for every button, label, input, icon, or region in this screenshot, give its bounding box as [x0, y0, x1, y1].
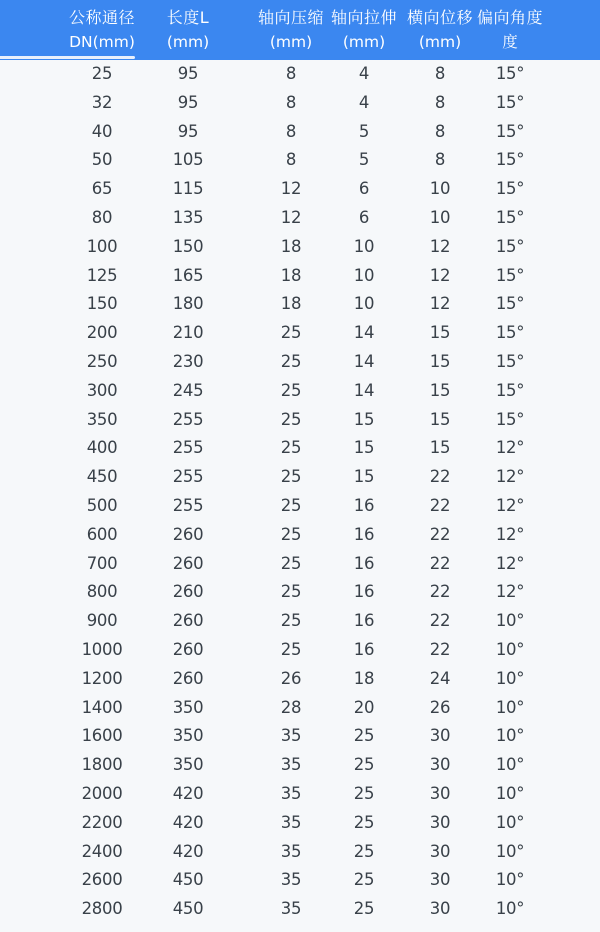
cell-length: 255 — [172, 438, 204, 458]
cell-dn: 40 — [91, 121, 113, 141]
cell-tension: 16 — [353, 524, 375, 544]
cell-compression: 25 — [280, 467, 302, 487]
table-row — [0, 290, 600, 319]
cell-lateral: 26 — [429, 697, 451, 717]
cell-angle: 10° — [495, 726, 525, 746]
table-row — [0, 377, 600, 406]
cell-length: 350 — [172, 726, 204, 746]
cell-dn: 200 — [86, 323, 118, 343]
cell-angle: 12° — [495, 582, 525, 602]
cell-tension: 16 — [353, 611, 375, 631]
cell-length: 420 — [172, 783, 204, 803]
table-row — [0, 694, 600, 723]
cell-length: 260 — [172, 582, 204, 602]
cell-lateral: 10 — [429, 207, 451, 227]
column-header-length — [167, 0, 209, 50]
table-row — [0, 348, 600, 377]
cell-lateral: 8 — [434, 150, 446, 170]
cell-lateral: 30 — [429, 870, 451, 890]
cell-tension: 14 — [353, 323, 375, 343]
cell-angle: 10° — [495, 812, 525, 832]
cell-tension: 6 — [358, 179, 370, 199]
cell-angle: 10° — [495, 783, 525, 803]
column-header-angle — [477, 0, 543, 50]
cell-dn: 2400 — [81, 841, 123, 861]
cell-dn: 400 — [86, 438, 118, 458]
cell-length: 150 — [172, 236, 204, 256]
cell-dn: 250 — [86, 351, 118, 371]
column-header-line1: 公称通径 — [68, 8, 136, 27]
cell-compression: 18 — [280, 265, 302, 285]
cell-length: 230 — [172, 351, 204, 371]
cell-compression: 28 — [280, 697, 302, 717]
cell-tension: 16 — [353, 495, 375, 515]
cell-lateral: 15 — [429, 438, 451, 458]
cell-length: 115 — [172, 179, 204, 199]
cell-dn: 450 — [86, 467, 118, 487]
cell-angle: 10° — [495, 841, 525, 861]
table-row — [0, 751, 600, 780]
cell-tension: 25 — [353, 870, 375, 890]
cell-angle: 12° — [495, 495, 525, 515]
table-row — [0, 550, 600, 579]
cell-tension: 18 — [353, 668, 375, 688]
cell-length: 260 — [172, 639, 204, 659]
table-row — [0, 607, 600, 636]
cell-tension: 15 — [353, 438, 375, 458]
horizontal-scrollbar-thumb[interactable] — [0, 56, 135, 59]
cell-angle: 15° — [495, 92, 525, 112]
table-body[interactable] — [0, 60, 600, 932]
table-row — [0, 866, 600, 895]
cell-dn: 80 — [91, 207, 113, 227]
cell-angle: 15° — [495, 121, 525, 141]
table-row — [0, 636, 600, 665]
cell-dn: 1400 — [81, 697, 123, 717]
cell-compression: 35 — [280, 899, 302, 919]
table-row — [0, 809, 600, 838]
cell-length: 135 — [172, 207, 204, 227]
cell-lateral: 8 — [434, 92, 446, 112]
cell-length: 105 — [172, 150, 204, 170]
cell-tension: 4 — [358, 92, 370, 112]
cell-lateral: 22 — [429, 639, 451, 659]
table-row — [0, 434, 600, 463]
column-header-compression — [258, 0, 324, 50]
cell-angle: 15° — [495, 323, 525, 343]
cell-length: 350 — [172, 755, 204, 775]
table-row — [0, 521, 600, 550]
cell-angle: 10° — [495, 697, 525, 717]
cell-tension: 15 — [353, 467, 375, 487]
cell-lateral: 30 — [429, 783, 451, 803]
cell-length: 95 — [177, 121, 199, 141]
cell-dn: 2200 — [81, 812, 123, 832]
cell-dn: 1200 — [81, 668, 123, 688]
cell-length: 420 — [172, 812, 204, 832]
cell-tension: 16 — [353, 639, 375, 659]
table-row — [0, 463, 600, 492]
cell-compression: 12 — [280, 179, 302, 199]
cell-angle: 10° — [495, 611, 525, 631]
cell-dn: 100 — [86, 236, 118, 256]
cell-length: 350 — [172, 697, 204, 717]
cell-tension: 25 — [353, 783, 375, 803]
column-header-line1: 横向位移 — [406, 8, 474, 27]
cell-lateral: 30 — [429, 841, 451, 861]
column-header-line1: 轴向拉伸 — [330, 8, 398, 27]
table-row — [0, 578, 600, 607]
cell-length: 420 — [172, 841, 204, 861]
cell-length: 210 — [172, 323, 204, 343]
cell-compression: 25 — [280, 323, 302, 343]
cell-dn: 1600 — [81, 726, 123, 746]
cell-tension: 4 — [358, 64, 370, 83]
cell-compression: 8 — [285, 121, 297, 141]
cell-length: 95 — [177, 64, 199, 83]
cell-length: 255 — [172, 409, 204, 429]
cell-lateral: 22 — [429, 582, 451, 602]
cell-tension: 14 — [353, 380, 375, 400]
cell-lateral: 30 — [429, 812, 451, 832]
table-row — [0, 204, 600, 233]
cell-tension: 5 — [358, 150, 370, 170]
table-row — [0, 838, 600, 867]
cell-compression: 25 — [280, 409, 302, 429]
cell-angle: 15° — [495, 207, 525, 227]
cell-angle: 15° — [495, 380, 525, 400]
cell-compression: 25 — [280, 351, 302, 371]
cell-lateral: 22 — [429, 611, 451, 631]
cell-lateral: 8 — [434, 64, 446, 83]
cell-tension: 15 — [353, 409, 375, 429]
table-row — [0, 60, 600, 89]
cell-compression: 8 — [285, 64, 297, 83]
cell-lateral: 15 — [429, 380, 451, 400]
cell-angle: 12° — [495, 438, 525, 458]
cell-lateral: 30 — [429, 755, 451, 775]
cell-length: 165 — [172, 265, 204, 285]
cell-compression: 25 — [280, 582, 302, 602]
cell-dn: 700 — [86, 553, 118, 573]
cell-compression: 25 — [280, 524, 302, 544]
cell-compression: 25 — [280, 380, 302, 400]
table-row — [0, 262, 600, 291]
cell-dn: 350 — [86, 409, 118, 429]
cell-length: 180 — [172, 294, 204, 314]
cell-dn: 1800 — [81, 755, 123, 775]
cell-tension: 25 — [353, 726, 375, 746]
cell-compression: 25 — [280, 553, 302, 573]
cell-lateral: 22 — [429, 553, 451, 573]
cell-tension: 10 — [353, 294, 375, 314]
cell-tension: 6 — [358, 207, 370, 227]
cell-angle: 12° — [495, 553, 525, 573]
cell-compression: 25 — [280, 639, 302, 659]
table-row — [0, 780, 600, 809]
table-row — [0, 895, 600, 924]
cell-dn: 2000 — [81, 783, 123, 803]
cell-angle: 15° — [495, 265, 525, 285]
cell-tension: 16 — [353, 582, 375, 602]
cell-compression: 25 — [280, 438, 302, 458]
cell-compression: 25 — [280, 495, 302, 515]
cell-compression: 35 — [280, 755, 302, 775]
cell-dn: 150 — [86, 294, 118, 314]
table-row — [0, 233, 600, 262]
cell-lateral: 15 — [429, 351, 451, 371]
cell-length: 450 — [172, 870, 204, 890]
column-header-lateral — [407, 0, 473, 50]
column-header-line2: (mm) — [342, 33, 386, 51]
column-header-line2: DN(mm) — [69, 33, 135, 51]
cell-compression: 25 — [280, 611, 302, 631]
cell-angle: 15° — [495, 150, 525, 170]
cell-lateral: 15 — [429, 409, 451, 429]
cell-length: 245 — [172, 380, 204, 400]
cell-lateral: 8 — [434, 121, 446, 141]
cell-compression: 35 — [280, 870, 302, 890]
cell-tension: 25 — [353, 841, 375, 861]
cell-dn: 25 — [91, 64, 113, 83]
cell-length: 260 — [172, 668, 204, 688]
cell-angle: 15° — [495, 236, 525, 256]
cell-tension: 10 — [353, 236, 375, 256]
cell-compression: 26 — [280, 668, 302, 688]
cell-lateral: 22 — [429, 495, 451, 515]
cell-lateral: 12 — [429, 236, 451, 256]
cell-compression: 35 — [280, 841, 302, 861]
cell-lateral: 30 — [429, 899, 451, 919]
cell-lateral: 22 — [429, 467, 451, 487]
cell-lateral: 22 — [429, 524, 451, 544]
cell-dn: 50 — [91, 150, 113, 170]
cell-angle: 12° — [495, 467, 525, 487]
cell-tension: 16 — [353, 553, 375, 573]
cell-dn: 32 — [91, 92, 113, 112]
cell-dn: 800 — [86, 582, 118, 602]
cell-compression: 35 — [280, 812, 302, 832]
cell-compression: 8 — [285, 150, 297, 170]
cell-angle: 10° — [495, 668, 525, 688]
column-header-line1: 长度L — [166, 8, 210, 27]
cell-dn: 900 — [86, 611, 118, 631]
column-header-line2: 度 — [502, 33, 518, 51]
cell-angle: 15° — [495, 351, 525, 371]
cell-compression: 35 — [280, 726, 302, 746]
column-header-line1: 轴向压缩 — [257, 8, 325, 27]
cell-length: 255 — [172, 467, 204, 487]
cell-length: 260 — [172, 553, 204, 573]
cell-compression: 12 — [280, 207, 302, 227]
cell-dn: 2800 — [81, 899, 123, 919]
cell-lateral: 12 — [429, 265, 451, 285]
cell-lateral: 15 — [429, 323, 451, 343]
cell-angle: 10° — [495, 755, 525, 775]
cell-angle: 15° — [495, 64, 525, 83]
cell-tension: 10 — [353, 265, 375, 285]
table-header — [0, 0, 600, 60]
cell-angle: 10° — [495, 639, 525, 659]
cell-dn: 600 — [86, 524, 118, 544]
cell-compression: 8 — [285, 92, 297, 112]
column-header-line1: 偏向角度 — [476, 8, 544, 27]
cell-compression: 18 — [280, 236, 302, 256]
cell-dn: 125 — [86, 265, 118, 285]
cell-dn: 65 — [91, 179, 113, 199]
cell-tension: 25 — [353, 755, 375, 775]
table-row — [0, 175, 600, 204]
cell-lateral: 10 — [429, 179, 451, 199]
cell-angle: 10° — [495, 870, 525, 890]
cell-length: 450 — [172, 899, 204, 919]
table-row — [0, 89, 600, 118]
cell-tension: 14 — [353, 351, 375, 371]
cell-lateral: 24 — [429, 668, 451, 688]
cell-angle: 10° — [495, 899, 525, 919]
cell-length: 260 — [172, 524, 204, 544]
cell-tension: 20 — [353, 697, 375, 717]
table-row — [0, 722, 600, 751]
cell-tension: 5 — [358, 121, 370, 141]
cell-lateral: 12 — [429, 294, 451, 314]
table-row — [0, 146, 600, 175]
column-header-dn — [69, 0, 135, 50]
cell-angle: 12° — [495, 524, 525, 544]
cell-length: 260 — [172, 611, 204, 631]
cell-compression: 35 — [280, 783, 302, 803]
cell-length: 95 — [177, 92, 199, 112]
cell-dn: 1000 — [81, 639, 123, 659]
cell-tension: 25 — [353, 812, 375, 832]
cell-dn: 500 — [86, 495, 118, 515]
column-header-line2: (mm) — [269, 33, 313, 51]
cell-angle: 15° — [495, 409, 525, 429]
column-header-line2: (mm) — [166, 33, 210, 51]
cell-dn: 300 — [86, 380, 118, 400]
table-row — [0, 319, 600, 348]
cell-compression: 18 — [280, 294, 302, 314]
table-row — [0, 406, 600, 435]
table-row — [0, 118, 600, 147]
table-row — [0, 492, 600, 521]
cell-tension: 25 — [353, 899, 375, 919]
table-row — [0, 665, 600, 694]
cell-length: 255 — [172, 495, 204, 515]
cell-lateral: 30 — [429, 726, 451, 746]
cell-angle: 15° — [495, 294, 525, 314]
cell-angle: 15° — [495, 179, 525, 199]
column-header-line2: (mm) — [418, 33, 462, 51]
cell-dn: 2600 — [81, 870, 123, 890]
column-header-tension — [331, 0, 397, 50]
